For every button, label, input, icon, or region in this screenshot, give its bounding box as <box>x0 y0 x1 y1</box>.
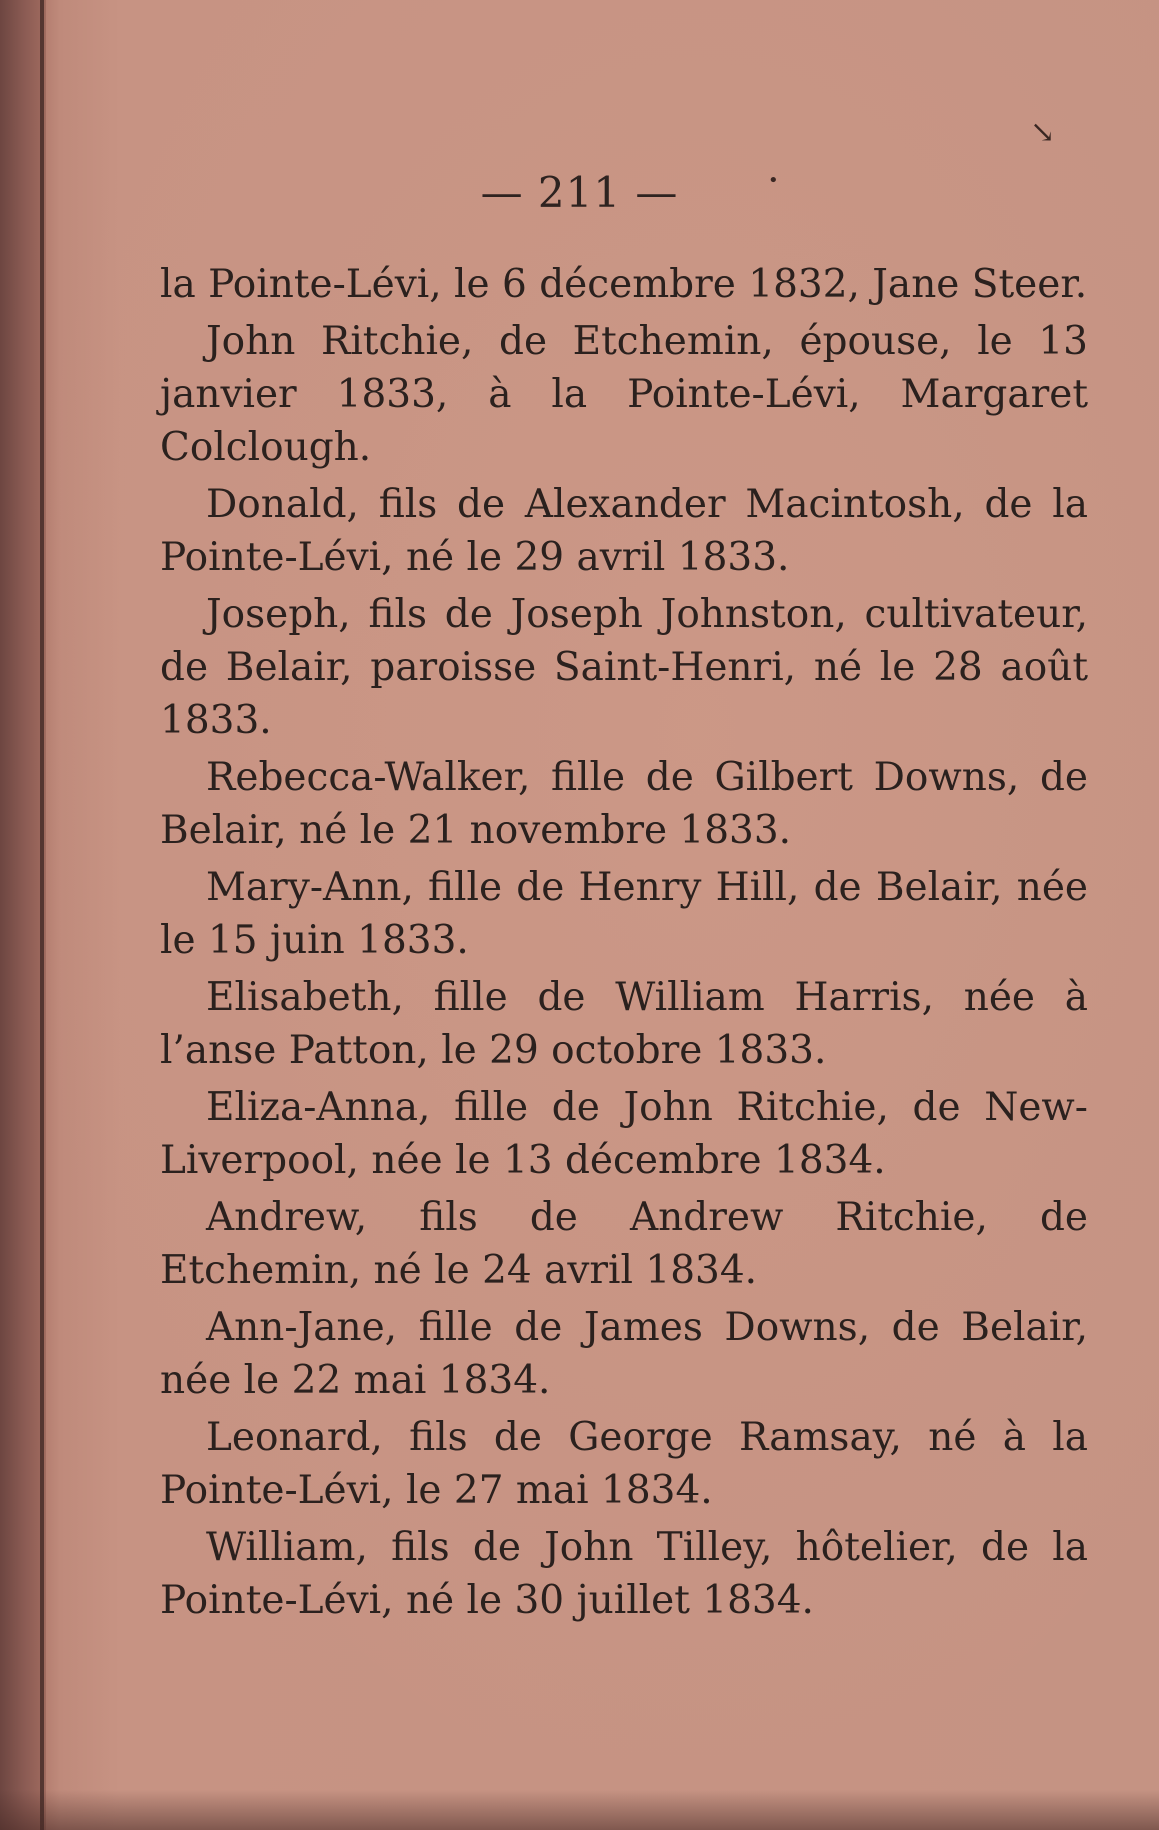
ink-dot: • <box>768 170 779 191</box>
entry-ann-jane: Ann-Jane, fille de James Downs, de Belair, née le 22 mai 1834. <box>160 1305 1088 1403</box>
entry-leonard: Leonard, fils de George Ramsay, né à la Pointe-Lévi, le 27 mai 1834. <box>160 1415 1088 1513</box>
entry-eliza-anna: Eliza-Anna, fille de John Ritchie, de New-Liverpool, née le 13 décembre 1834. <box>160 1085 1088 1183</box>
entry-john-ritchie: John Ritchie, de Etchemin, épouse, le 13 janvier 1833, à la Pointe-Lévi, Margaret Colclough. <box>160 319 1088 470</box>
entry-mary-ann: Mary-Ann, fille de Henry Hill, de Belair, née le 15 juin 1833. <box>160 865 1088 963</box>
entry-donald: Donald, fils de Alexander Macintosh, de la Pointe-Lévi, né le 29 avril 1833. <box>160 482 1088 580</box>
entry-elisabeth: Elisabeth, fille de William Harris, née à l’anse Patton, le 29 octobre 1833. <box>160 975 1088 1073</box>
page-bottom-shadow <box>0 1790 1159 1830</box>
ink-mark: ↘ <box>1030 115 1056 150</box>
entry-joseph: Joseph, fils de Joseph Johnston, cultivateur, de Belair, paroisse Saint-Henri, né le 28 août 1833. <box>160 592 1088 743</box>
page-text <box>160 258 1088 1631</box>
entry-andrew: Andrew, fils de Andrew Ritchie, de Etchemin, né le 24 avril 1834. <box>160 1195 1088 1293</box>
binding-edge <box>40 0 44 1830</box>
entry-william: William, fils de John Tilley, hôtelier, de la Pointe-Lévi, né le 30 juillet 1834. <box>160 1525 1088 1623</box>
entry-continued: la Pointe-Lévi, le 6 décembre 1832, Jane Steer. <box>160 262 1088 307</box>
page-number: — 211 — <box>480 168 679 217</box>
entry-rebecca-walker: Rebecca-Walker, fille de Gilbert Downs, de Belair, né le 21 novembre 1833. <box>160 755 1088 853</box>
